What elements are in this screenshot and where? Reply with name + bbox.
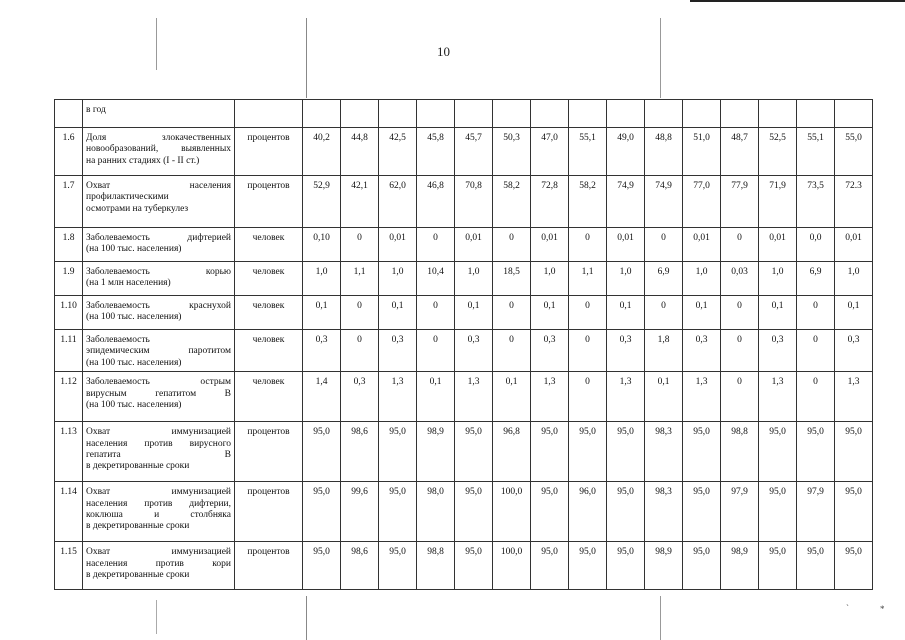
value-cell: 95,0 (379, 422, 417, 482)
unit-cell: процентов (235, 128, 303, 176)
unit-cell: человек (235, 262, 303, 296)
indicator-name (83, 542, 235, 590)
row-id: 1.12 (55, 372, 83, 422)
indicator-name-line: Доля злокачественных (86, 133, 231, 143)
value-cell: 98,6 (341, 422, 379, 482)
value-cell: 98,3 (645, 422, 683, 482)
indicator-name-line: (на 100 тыс. населения) (86, 312, 182, 323)
value-cell: 97,9 (797, 482, 835, 542)
scan-artifact-bottom-vertical-2 (660, 596, 661, 640)
value-cell (341, 100, 379, 128)
value-cell (379, 100, 417, 128)
value-cell: 48,7 (721, 128, 759, 176)
indicator-name-line: Охват иммунизацией (86, 427, 231, 438)
value-cell: 0,3 (607, 330, 645, 372)
value-cell: 0 (797, 372, 835, 422)
indicator-name-line: гепатита В (86, 449, 231, 460)
value-cell: 95,0 (455, 542, 493, 590)
page-number: 10 (437, 44, 450, 59)
value-cell: 46,8 (417, 176, 455, 228)
indicator-name-line: (на 100 тыс. населения) (86, 357, 182, 368)
value-cell: 95,0 (303, 482, 341, 542)
value-cell: 1,3 (759, 372, 797, 422)
value-cell (531, 100, 569, 128)
value-cell: 1,3 (531, 372, 569, 422)
value-cell: 0,3 (379, 330, 417, 372)
scan-artifact-left-vertical (156, 18, 157, 70)
value-cell: 0 (493, 228, 531, 262)
value-cell: 1,8 (645, 330, 683, 372)
unit-cell: человек (235, 372, 303, 422)
value-cell (455, 100, 493, 128)
value-cell: 58,2 (569, 176, 607, 228)
value-cell (759, 100, 797, 128)
value-cell: 95,0 (569, 542, 607, 590)
value-cell: 95,0 (531, 482, 569, 542)
unit-cell: человек (235, 296, 303, 330)
indicator-name-line: коклюша и столбняка (86, 509, 231, 520)
row-id: 1.7 (55, 176, 83, 228)
indicator-name-line: профилактическими (86, 192, 169, 203)
value-cell: 98,0 (417, 482, 455, 542)
table-row (55, 372, 873, 422)
value-cell: 95,0 (455, 482, 493, 542)
indicator-name-line: Заболеваемость краснухой (86, 301, 231, 311)
value-cell: 98,3 (645, 482, 683, 542)
value-cell: 0 (569, 228, 607, 262)
value-cell: 73,5 (797, 176, 835, 228)
value-cell: 96,8 (493, 422, 531, 482)
value-cell: 0,1 (645, 372, 683, 422)
value-cell: 0,1 (417, 372, 455, 422)
value-cell: 0 (645, 296, 683, 330)
value-cell: 95,0 (683, 542, 721, 590)
value-cell: 1,0 (379, 262, 417, 296)
value-cell: 72,8 (531, 176, 569, 228)
indicator-name-line: осмотрами на туберкулез (86, 203, 189, 214)
value-cell: 1,3 (455, 372, 493, 422)
value-cell: 40,2 (303, 128, 341, 176)
row-id: 1.10 (55, 296, 83, 330)
value-cell: 0 (721, 372, 759, 422)
table-row (55, 482, 873, 542)
value-cell: 0,1 (531, 296, 569, 330)
value-cell: 0 (417, 228, 455, 262)
value-cell (493, 100, 531, 128)
indicator-name (83, 262, 235, 296)
value-cell: 95,0 (835, 482, 873, 542)
scan-artifact-mid-vertical (306, 18, 307, 98)
scan-artifact-bottom-left (156, 600, 157, 634)
value-cell: 1,1 (341, 262, 379, 296)
value-cell: 0,0 (797, 228, 835, 262)
value-cell: 95,0 (835, 542, 873, 590)
value-cell: 0,1 (379, 296, 417, 330)
indicator-name (83, 422, 235, 482)
value-cell: 98,9 (417, 422, 455, 482)
value-cell: 1,3 (379, 372, 417, 422)
row-id: 1.11 (55, 330, 83, 372)
value-cell: 77,9 (721, 176, 759, 228)
value-cell: 0,1 (493, 372, 531, 422)
unit-cell: процентов (235, 482, 303, 542)
value-cell (607, 100, 645, 128)
value-cell: 50,3 (493, 128, 531, 176)
value-cell: 0,01 (683, 228, 721, 262)
value-cell: 0,1 (835, 296, 873, 330)
scan-artifact-top-right (690, 0, 905, 2)
scan-speck: ` (846, 603, 849, 613)
value-cell: 55,1 (797, 128, 835, 176)
value-cell: 1,0 (835, 262, 873, 296)
value-cell: 0 (569, 296, 607, 330)
unit-cell: человек (235, 330, 303, 372)
value-cell: 0 (341, 330, 379, 372)
value-cell: 95,0 (531, 422, 569, 482)
value-cell: 0,01 (759, 228, 797, 262)
row-id: 1.13 (55, 422, 83, 482)
value-cell: 0 (645, 228, 683, 262)
table-row (55, 296, 873, 330)
value-cell: 0 (417, 296, 455, 330)
indicator-name-line: в декретированные сроки (86, 521, 190, 532)
scan-artifact-bottom-vertical (306, 596, 307, 640)
value-cell: 44,8 (341, 128, 379, 176)
value-cell: 95,0 (531, 542, 569, 590)
value-cell: 45,8 (417, 128, 455, 176)
value-cell: 1,0 (531, 262, 569, 296)
value-cell: 0 (493, 330, 531, 372)
value-cell: 95,0 (835, 422, 873, 482)
value-cell: 95,0 (379, 542, 417, 590)
value-cell: 98,8 (721, 422, 759, 482)
value-cell: 100,0 (493, 542, 531, 590)
table-row (55, 542, 873, 590)
indicator-name-line: (на 1 млн населения) (86, 278, 171, 289)
value-cell: 0,01 (531, 228, 569, 262)
value-cell: 0 (721, 296, 759, 330)
value-cell: 95,0 (569, 422, 607, 482)
indicator-name (83, 176, 235, 228)
value-cell: 0,1 (683, 296, 721, 330)
indicator-name-line: (на 100 тыс. населения) (86, 244, 182, 255)
value-cell: 55,0 (835, 128, 873, 176)
value-cell: 1,0 (455, 262, 493, 296)
value-cell: 55,1 (569, 128, 607, 176)
value-cell: 95,0 (759, 542, 797, 590)
value-cell: 100,0 (493, 482, 531, 542)
value-cell: 98,8 (417, 542, 455, 590)
value-cell: 58,2 (493, 176, 531, 228)
value-cell: 98,9 (645, 542, 683, 590)
value-cell (569, 100, 607, 128)
value-cell: 51,0 (683, 128, 721, 176)
value-cell: 0,1 (455, 296, 493, 330)
value-cell: 0,1 (759, 296, 797, 330)
indicator-name (83, 482, 235, 542)
indicator-name-line: Заболеваемость острым (86, 377, 231, 388)
value-cell: 95,0 (303, 542, 341, 590)
value-cell: 48,8 (645, 128, 683, 176)
indicator-name-line: эпидемическим паротитом (86, 346, 231, 357)
value-cell: 95,0 (683, 482, 721, 542)
value-cell (303, 100, 341, 128)
table-row (55, 262, 873, 296)
value-cell: 0,01 (607, 228, 645, 262)
value-cell: 0 (341, 228, 379, 262)
indicator-name-line: в декретированные сроки (86, 569, 190, 580)
value-cell: 95,0 (759, 422, 797, 482)
value-cell: 1,3 (835, 372, 873, 422)
value-cell: 1,0 (303, 262, 341, 296)
value-cell: 0,03 (721, 262, 759, 296)
value-cell: 0 (797, 296, 835, 330)
value-cell: 77,0 (683, 176, 721, 228)
value-cell: 47,0 (531, 128, 569, 176)
value-cell (683, 100, 721, 128)
value-cell: 1,0 (683, 262, 721, 296)
value-cell: 49,0 (607, 128, 645, 176)
value-cell: 70,8 (455, 176, 493, 228)
table-row-continuation (55, 100, 873, 128)
value-cell: 72.3 (835, 176, 873, 228)
value-cell: 95,0 (379, 482, 417, 542)
row-id: 1.8 (55, 228, 83, 262)
indicator-name-line: Охват иммунизацией (86, 487, 231, 498)
value-cell: 0,3 (455, 330, 493, 372)
unit-cell: процентов (235, 176, 303, 228)
value-cell: 95,0 (797, 542, 835, 590)
value-cell: 0,3 (531, 330, 569, 372)
indicator-name (83, 372, 235, 422)
indicator-name-line: Охват иммунизацией (86, 547, 231, 558)
scan-speck-2: * (880, 604, 885, 614)
value-cell: 95,0 (607, 482, 645, 542)
value-cell: 1,0 (607, 262, 645, 296)
value-cell: 42,1 (341, 176, 379, 228)
value-cell: 0,01 (835, 228, 873, 262)
value-cell: 52,9 (303, 176, 341, 228)
value-cell: 99,6 (341, 482, 379, 542)
value-cell: 1,4 (303, 372, 341, 422)
unit-cell (235, 100, 303, 128)
value-cell: 1,1 (569, 262, 607, 296)
value-cell (797, 100, 835, 128)
value-cell: 0,3 (835, 330, 873, 372)
name-cell: в год (83, 100, 235, 128)
value-cell: 62,0 (379, 176, 417, 228)
value-cell: 6,9 (797, 262, 835, 296)
value-cell: 45,7 (455, 128, 493, 176)
table-row (55, 228, 873, 262)
indicator-name-line: вирусным гепатитом В (86, 388, 231, 399)
indicator-name-line: на ранних стадиях (I - II ст.) (86, 155, 200, 166)
value-cell: 0,1 (303, 296, 341, 330)
value-cell: 0,01 (455, 228, 493, 262)
indicator-name-line: (на 100 тыс. населения) (86, 399, 182, 410)
value-cell: 0 (569, 330, 607, 372)
indicator-name-line: Заболеваемость корью (86, 267, 231, 277)
value-cell: 98,6 (341, 542, 379, 590)
value-cell: 0,01 (379, 228, 417, 262)
value-cell: 0,1 (607, 296, 645, 330)
value-cell: 0,3 (341, 372, 379, 422)
value-cell: 95,0 (797, 422, 835, 482)
value-cell: 71,9 (759, 176, 797, 228)
unit-cell: процентов (235, 422, 303, 482)
value-cell: 0 (569, 372, 607, 422)
indicator-name-line: населения против вирусного (86, 438, 231, 449)
indicator-name-line: Заболеваемость (86, 335, 150, 345)
value-cell: 95,0 (303, 422, 341, 482)
value-cell: 97,9 (721, 482, 759, 542)
unit-cell: человек (235, 228, 303, 262)
value-cell: 74,9 (645, 176, 683, 228)
indicator-name (83, 128, 235, 176)
value-cell: 95,0 (607, 422, 645, 482)
table-row (55, 330, 873, 372)
indicator-name (83, 330, 235, 372)
id-cell (55, 100, 83, 128)
value-cell (721, 100, 759, 128)
indicator-name-line: Заболеваемость дифтерией (86, 233, 231, 243)
value-cell: 0 (721, 228, 759, 262)
indicator-name (83, 296, 235, 330)
indicator-name (83, 228, 235, 262)
indicator-name-line: Охват населения (86, 181, 231, 191)
value-cell: 6,9 (645, 262, 683, 296)
row-id: 1.6 (55, 128, 83, 176)
indicator-name-line: в декретированные сроки (86, 461, 190, 472)
value-cell (835, 100, 873, 128)
value-cell: 0 (721, 330, 759, 372)
indicator-name-line: населения против кори (86, 558, 231, 569)
value-cell: 95,0 (683, 422, 721, 482)
row-id: 1.14 (55, 482, 83, 542)
value-cell: 0 (417, 330, 455, 372)
value-cell: 95,0 (759, 482, 797, 542)
value-cell: 0 (493, 296, 531, 330)
value-cell: 0,3 (683, 330, 721, 372)
value-cell: 1,3 (607, 372, 645, 422)
value-cell: 0,10 (303, 228, 341, 262)
value-cell: 0 (797, 330, 835, 372)
value-cell: 95,0 (607, 542, 645, 590)
value-cell: 42,5 (379, 128, 417, 176)
unit-cell: процентов (235, 542, 303, 590)
value-cell: 74,9 (607, 176, 645, 228)
value-cell: 0,3 (303, 330, 341, 372)
indicators-table (54, 99, 873, 590)
value-cell (417, 100, 455, 128)
value-cell: 18,5 (493, 262, 531, 296)
value-cell: 52,5 (759, 128, 797, 176)
table-row (55, 176, 873, 228)
table-row (55, 422, 873, 482)
value-cell (645, 100, 683, 128)
value-cell: 96,0 (569, 482, 607, 542)
value-cell: 1,3 (683, 372, 721, 422)
row-id: 1.15 (55, 542, 83, 590)
table-row (55, 128, 873, 176)
value-cell: 98,9 (721, 542, 759, 590)
value-cell: 95,0 (455, 422, 493, 482)
value-cell: 1,0 (759, 262, 797, 296)
value-cell: 10,4 (417, 262, 455, 296)
value-cell: 0 (341, 296, 379, 330)
indicator-name-line: новообразований, выявленных (86, 144, 231, 155)
value-cell: 0,3 (759, 330, 797, 372)
scan-artifact-right-vertical (660, 18, 661, 98)
indicator-name-line: населения против дифтерии, (86, 498, 231, 509)
row-id: 1.9 (55, 262, 83, 296)
